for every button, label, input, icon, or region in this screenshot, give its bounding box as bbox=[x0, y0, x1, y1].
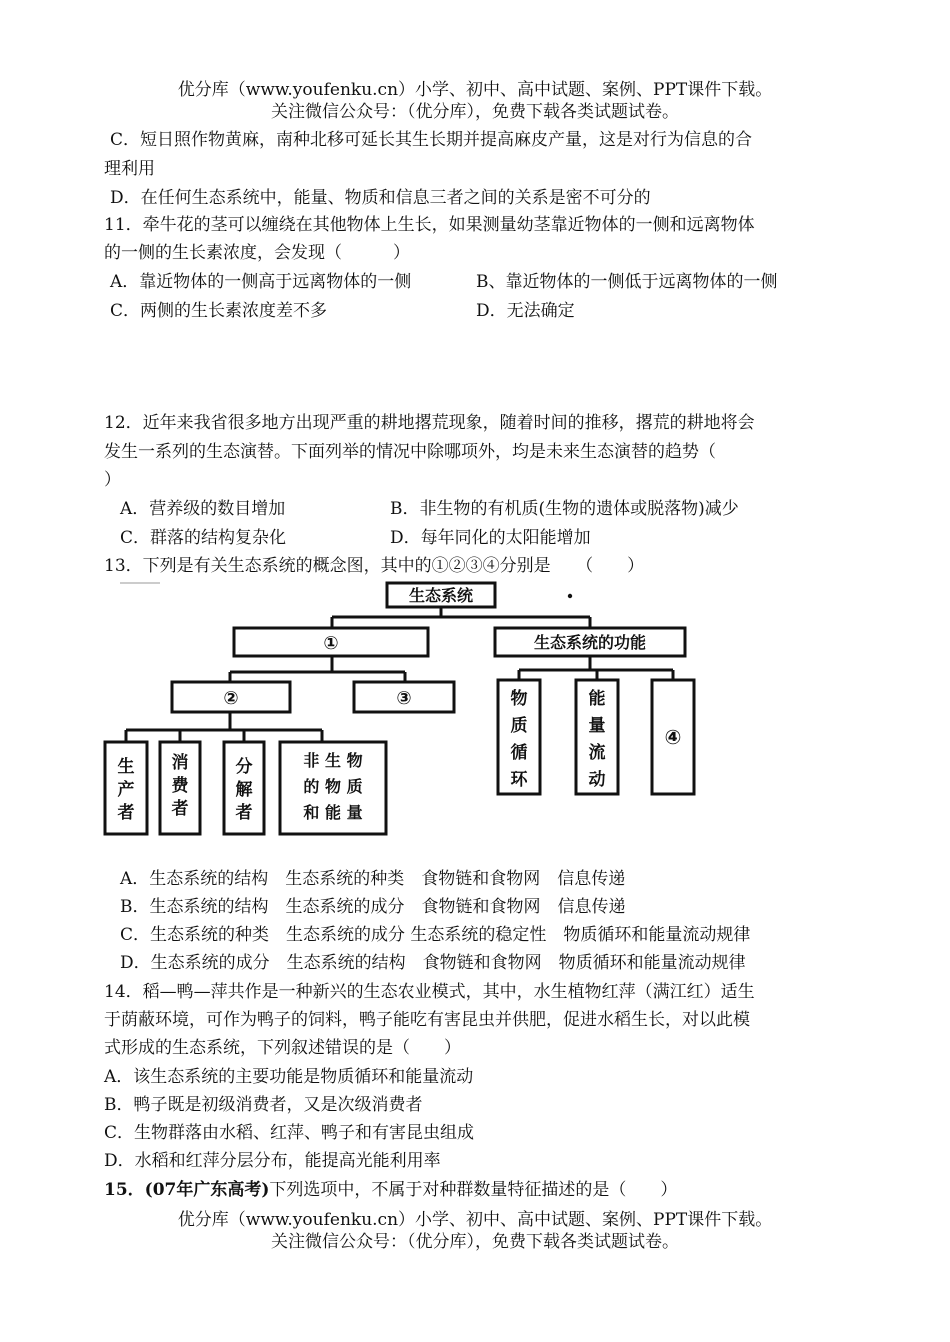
producer-char-3: 者 bbox=[117, 803, 135, 823]
q12-stem-line-3: ） bbox=[104, 470, 121, 490]
abiotic-line-1: 非 生 物 bbox=[303, 751, 363, 770]
q13-option-d: D．生态系统的成分 生态系统的结构 食物链和食物网 物质循环和能量流动规律 bbox=[120, 953, 746, 973]
q11-option-a: A．靠近物体的一侧高于远离物体的一侧 bbox=[110, 272, 412, 292]
q10-option-d: D．在任何生态系统中，能量、物质和信息三者之间的关系是密不可分的 bbox=[110, 188, 651, 208]
q14-stem-line-2: 于荫蔽环境，可作为鸭子的饲料，鸭子能吃有害昆虫并供肥，促进水稻生长，对以此模 bbox=[104, 1010, 750, 1030]
q10-option-c-line-2: 理利用 bbox=[104, 159, 155, 179]
q14-option-c: C．生物群落由水稻、红萍、鸭子和有害昆虫组成 bbox=[104, 1123, 475, 1143]
decomposer-char-2: 解 bbox=[235, 780, 253, 800]
function-label: 生态系统的功能 bbox=[533, 633, 647, 652]
q11-stem-line-2: 的一侧的生长素浓度，会发现（ ） bbox=[104, 243, 410, 263]
header-line-1: 优分库（www.youfenku.cn）小学、初中、高中试题、案例、PPT课件下载。 bbox=[177, 80, 773, 100]
q14-option-b: B．鸭子既是初级消费者，又是次级消费者 bbox=[104, 1095, 423, 1115]
material-cycle-char-1: 物 bbox=[510, 689, 528, 709]
consumer-char-3: 者 bbox=[171, 799, 189, 819]
energy-flow-char-1: 能 bbox=[588, 689, 606, 709]
energy-flow-char-3: 流 bbox=[588, 743, 606, 763]
q11-option-d: D．无法确定 bbox=[476, 301, 575, 321]
material-cycle-char-2: 质 bbox=[510, 716, 528, 736]
root-label: 生态系统 bbox=[408, 586, 474, 605]
material-cycle-char-3: 循 bbox=[510, 743, 528, 763]
q11-option-b: B、靠近物体的一侧低于远离物体的一侧 bbox=[476, 272, 778, 292]
q14-option-a: A．该生态系统的主要功能是物质循环和能量流动 bbox=[104, 1067, 474, 1087]
decomposer-char-3: 者 bbox=[235, 803, 253, 823]
consumer-char-1: 消 bbox=[171, 753, 189, 773]
node-4-label: ④ bbox=[664, 725, 682, 749]
q15-number: 15． bbox=[104, 1180, 145, 1200]
node-2-label: ② bbox=[223, 688, 239, 709]
decomposer-char-1: 分 bbox=[235, 757, 253, 777]
footer-line-2: 关注微信公众号：（优分库），免费下载各类试题试卷。 bbox=[271, 1232, 679, 1252]
abiotic-line-2: 的 物 质 bbox=[303, 777, 363, 796]
q12-option-d: D．每年同化的太阳能增加 bbox=[390, 528, 591, 548]
q12-option-c: C．群落的结构复杂化 bbox=[120, 528, 287, 548]
q10-option-c-line-1: C．短日照作物黄麻，南种北移可延长其生长期并提高麻皮产量，这是对行为信息的合 bbox=[110, 130, 753, 150]
consumer-char-2: 费 bbox=[171, 776, 189, 796]
q15-stem: 下列选项中，不属于对种群数量特征描述的是（ ） bbox=[269, 1180, 678, 1200]
q14-option-d: D．水稻和红萍分层分布，能提高光能利用率 bbox=[104, 1151, 441, 1171]
q12-stem-line-1: 12．近年来我省很多地方出现严重的耕地撂荒现象，随着时间的推移，撂荒的耕地将会 bbox=[104, 413, 755, 433]
q15-stem-line bbox=[104, 1178, 677, 1202]
q13-stem: 13．下列是有关生态系统的概念图，其中的①②③④分别是 （ ） bbox=[104, 556, 645, 576]
q13-option-a: A．生态系统的结构 生态系统的种类 食物链和食物网 信息传递 bbox=[120, 869, 626, 889]
header-line-2: 关注微信公众号：（优分库），免费下载各类试题试卷。 bbox=[271, 102, 679, 122]
energy-flow-char-2: 量 bbox=[588, 716, 606, 736]
q11-option-c: C．两侧的生长素浓度差不多 bbox=[110, 301, 328, 321]
q14-stem-line-1: 14．稻—鸭—萍共作是一种新兴的生态农业模式，其中，水生植物红萍（满江红）适生 bbox=[104, 982, 755, 1002]
q12-option-b: B．非生物的有机质(生物的遗体或脱落物)减少 bbox=[390, 499, 739, 519]
q11-stem-line-1: 11．牵牛花的茎可以缠绕在其他物体上生长，如果测量幼茎靠近物体的一侧和远离物体 bbox=[104, 215, 755, 235]
q13-option-c: C．生态系统的种类 生态系统的成分 生态系统的稳定性 物质循环和能量流动规律 bbox=[120, 925, 751, 945]
producer-char-2: 产 bbox=[117, 780, 135, 800]
q15-source: (07年广东高考) bbox=[144, 1180, 270, 1200]
material-cycle-char-4: 环 bbox=[510, 770, 528, 790]
energy-flow-char-4: 动 bbox=[588, 770, 606, 790]
node-3-label: ③ bbox=[396, 688, 412, 709]
ecosystem-concept-diagram bbox=[100, 580, 700, 842]
q13-option-b: B．生态系统的结构 生态系统的成分 食物链和食物网 信息传递 bbox=[120, 897, 626, 917]
q12-stem-line-2: 发生一系列的生态演替。下面列举的情况中除哪项外，均是未来生态演替的趋势（ bbox=[104, 442, 716, 462]
producer-char-1: 生 bbox=[117, 757, 135, 777]
q12-option-a: A．营养级的数目增加 bbox=[120, 499, 286, 519]
q14-stem-line-3: 式形成的生态系统，下列叙述错误的是（ ） bbox=[104, 1038, 461, 1058]
footer-line-1: 优分库（www.youfenku.cn）小学、初中、高中试题、案例、PPT课件下载。 bbox=[177, 1210, 773, 1230]
node-1-label: ① bbox=[323, 633, 339, 654]
abiotic-line-3: 和 能 量 bbox=[303, 803, 363, 822]
